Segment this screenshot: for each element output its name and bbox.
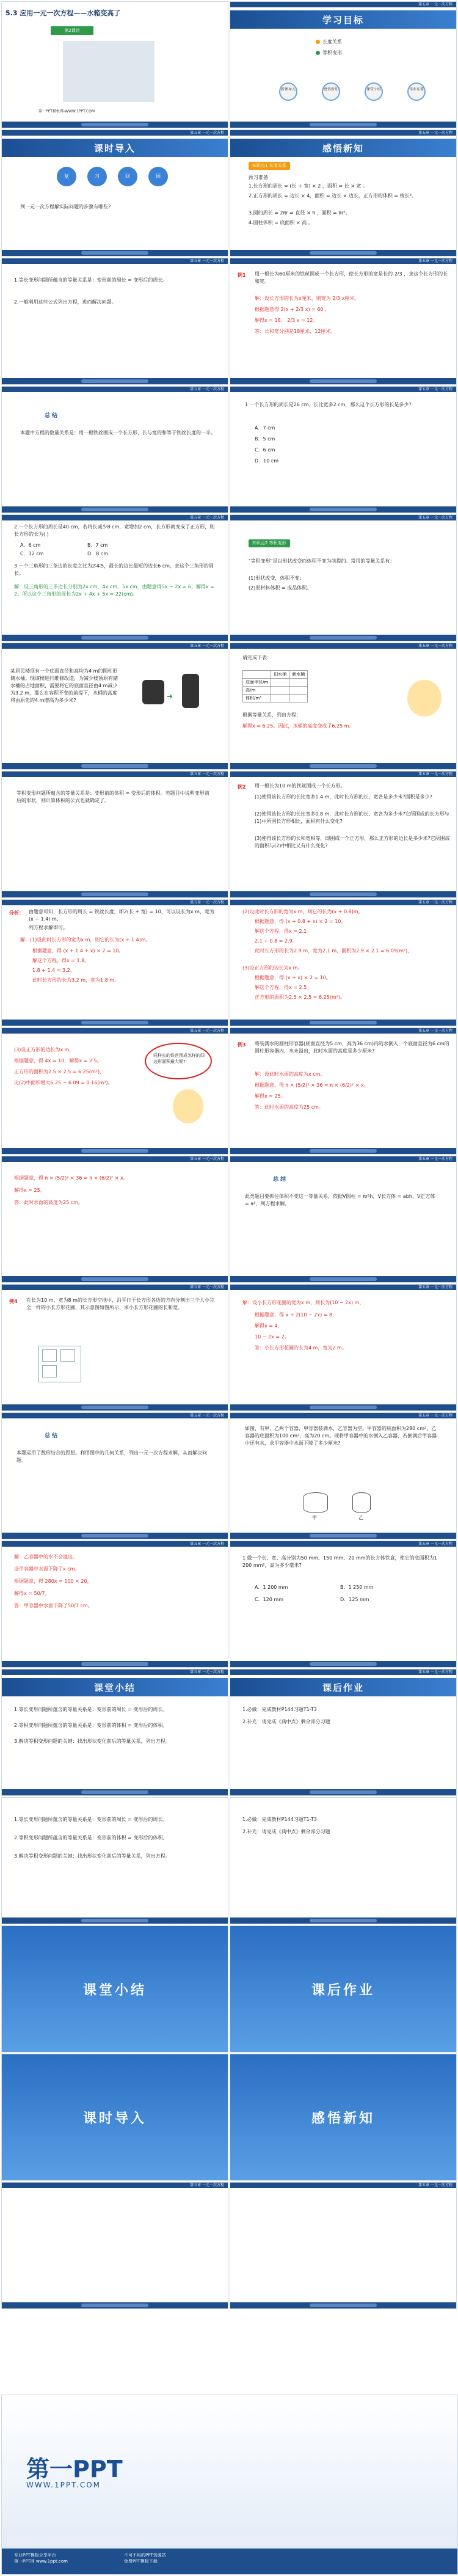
progress-pill (310, 123, 377, 126)
cover-title: 5.3 应用一元一次方程——水箱变高了 (5, 9, 121, 17)
slide-section-homework[interactable]: 课后作业 (230, 1925, 457, 2052)
nav-learn[interactable]: 感悟新知 (322, 82, 340, 101)
bottom-bar (230, 122, 456, 128)
slide-summary-1[interactable]: 第五章 一元一次方程 总 结 本题中方程的数量关系是：用一根铁丝围成一个长方形，长与宽的和等于铁丝长度的一半。 (1, 386, 228, 513)
objective-item-1: 长度关系 (316, 38, 342, 45)
review-question: 列一元一次方程解实际问题的步骤有哪些? (20, 204, 111, 210)
old-tank-icon (142, 680, 164, 704)
title-band (2, 139, 228, 157)
slide-final-ad[interactable] (1, 2395, 458, 2575)
slide-table[interactable]: 第五章 一元一次方程 请完成下表： 旧水桶 新水桶 底面半径/m 高/m 体积/m³ 根据等量关系，列出方程： 解得x = 6.25。因此，水桶的高度变成了6.25 m。 (230, 643, 457, 770)
review-button-1[interactable]: 复 (57, 167, 76, 186)
objective-item-2: 等积变形 (316, 49, 342, 56)
slide-homework[interactable]: 第五章 一元一次方程 课后作业 1.必做：完成教材P144习题T1-T3 2.补充：请完成《典中点》剩余部分习题 (230, 1669, 457, 1796)
nav-new-lesson[interactable]: 新课导入 (279, 82, 297, 101)
cartoon-girl-icon (173, 1089, 203, 1123)
arrow-right-icon: ➜ (167, 692, 173, 701)
slide-analysis[interactable]: 第五章 一元一次方程 分析： 由题意可知，长方形的周长 = 铁丝长度，即2(长 + 宽) = 10，可以设长为x m，宽为(x − 1.4) m， 列方程求解即可。 解：(1)设此时长方形的宽为x m，则它的长为(x + 1.4)m。 根据题意，得 (x + 1.4 + x) × 2 = 10。 解这个方程，得x = 1.8。 1.8 + 1.4 = 3.2。 此时长方形的长为3.2 m，宽为1.8 m。 (1, 899, 228, 1026)
slide-cover[interactable] (1, 1, 228, 128)
bottom-bar (2, 122, 228, 128)
slide-solution-4[interactable]: 第五章 一元一次方程 解：设小长方形花圃的宽为x m，则长为(10 − 2x) m， 根据题意，得 x + 2(10 − 2x) = 8， 解得x = 4， 10 − 2x = 2。 答：小长方形花圃的长为4 m，宽为2 m。 (230, 1284, 457, 1411)
course-label: 第2课时 (51, 26, 93, 35)
slide-practice-2[interactable]: 第五章 一元一次方程 2 一个长方形的周长是40 cm，若将长减少8 cm，宽增加2 cm，长方形就变成了正方形，则长方形的长为( ) A．6 cm B．7 cm C．12 cm D．8 cm 3 一个三角形的三条边的长度之比为2∶4∶5，最长的边比最短的边长6 cm，求这个三角形的周长。 解：设三角形的三条边长分别为2x cm，4x cm，5x cm，由题意得5x − 2x = 6，解得x = 2。所以这个三角形的周长为2x + 4x + 5x = 22(cm)。 (1, 514, 228, 641)
example-label: 例1 (238, 272, 246, 278)
slide-knowledge-2[interactable]: 第五章 一元一次方程 知识点2 等积变形 "等积变形"是以形状改变而体积不变为前提的。常用的等量关系有： (1)形状改变，体积不变； (2)原材料体积 = 成品体积。 (230, 514, 457, 641)
top-bar (230, 2, 456, 7)
review-button-2[interactable]: 习 (87, 167, 107, 186)
slide-practice-1[interactable]: 第五章 一元一次方程 1 一个长方形的周长是26 cm，长比宽多2 cm，那么这个长方形的长是多少? A．7 cm B．5 cm C．6 cm D．10 cm (230, 386, 457, 513)
slide-blank-1: 第五章 一元一次方程 (1, 2182, 228, 2309)
slide-water-tank[interactable]: 第五章 一元一次方程 某居民楼顶有一个底面直径和高均为4 m的圆柱形储水桶。现该楼进行维修改造，为减少楼顶原有储水桶的占地面积，需要将它的底面直径由4 m减少为3.2 m，那么在容积不变的前提下，水桶的高度将由原先的4 m增高为多少米? ➜ (1, 643, 228, 770)
footer-left: 专业PPT模板分享平台 第一PPT网 www.1ppt.com (14, 2553, 68, 2564)
bullet-dot-icon (316, 51, 320, 55)
data-table: 旧水桶 新水桶 底面半径/m 高/m 体积/m³ (242, 670, 308, 702)
chapter-header: 第五章 一元一次方程 (418, 2, 453, 7)
thought-bubble: 同样长的铁丝围成怎样的四边形面积最大呢? (145, 1043, 212, 1079)
slide-knowledge-1[interactable]: 第五章 一元一次方程 感悟新知 知识点1 长度关系 预习准备 1.长方形的周长 = (长 + 宽) × 2 ，面积 = 长 × 宽 。 2.正方形的周长 = 边长 × 4，面积 = 边长 × 边长，正方形的体积 = 棱长³。 3.圆的周长 = 2πr = 直径 × π ，面积 = πr²。 4.圆柱体积 = 底面积 × 高 。 (230, 130, 457, 257)
review-button-3[interactable]: 回 (118, 167, 137, 186)
knowledge-tag: 知识点2 等积变形 (249, 539, 290, 547)
knowledge-tag: 知识点1 长度关系 (249, 162, 290, 170)
summary-title: 总 结 (45, 413, 58, 419)
slide-solution-2[interactable]: 第五章 一元一次方程 (2)设此时长方形的宽为x m，则它的长为(x + 0.8)m。 根据题意，得 (x + 0.8 + x) × 2 = 10。 解这个方程，得x = 2.1。 2.1 + 0.8 = 2.9。 此时长方形的长为2.9 m，宽为2.1 m，面积为2.9 × 2.1 = 6.09(m²)， (3)设正方形的边长为x m。 根据题意，得 (x + x) × 2 = 10。 解这个方程，得x = 2.5。 正方形的面积为2.5 × 2.5 = 6.25(m²)。 (230, 899, 457, 1026)
title-band: 课后作业 (230, 1678, 456, 1696)
cover-3d-image (63, 41, 154, 102)
slide-perimeter-notes[interactable]: 第五章 一元一次方程 1.等长变形问题所蕴含的等量关系是：变形前的周长 = 变形后的周长。 2.一般利用这些公式列出方程，进而解决问题。 (1, 258, 228, 385)
footer-right: 不可不用的PPT资源站 免费PPT模板下载 (124, 2553, 166, 2564)
slide-objectives[interactable] (230, 1, 457, 128)
slide-equal-volume[interactable]: 第五章 一元一次方程 等积变形问题所蕴含的等量关系是：变形前的体积 = 变形后的体积。若题目中说明变形前后的形状，则计算体积的公式也就确定了。 (1, 771, 228, 898)
section-title: 课时导入 (93, 143, 136, 154)
slide-summary-2[interactable]: 第五章 一元一次方程 总 结 此类题目要抓住体积不变这一等量关系，依据V圆柱 = πr²h，V长方体 = abh，V正方体 = a³，列方程求解。 (230, 1156, 457, 1283)
slide-blank-2: 第五章 一元一次方程 (230, 2182, 457, 2309)
cover-credit: 第一PPT模板网-WWW.1PPT.COM (38, 109, 95, 114)
brand-url[interactable]: WWW.1PPT.COM (26, 2481, 101, 2489)
slide-section-new[interactable]: 感悟新知 (230, 2054, 457, 2181)
slide-homework-list[interactable]: 1.必做：完成教材P144习题T1-T3 2.补充：请完成《典中点》剩余部分习题 (230, 1797, 457, 1924)
slide-summary-text[interactable]: 1.等长变形问题所蕴含的等量关系是：变形前的周长 = 变形后的周长。 2.等积变形问题所蕴含的等量关系是：变形前的体积 = 变形后的体积。 3.解决等积变形问题的关键：找出形状变化前后的等量关系，列出方程。 (1, 1797, 228, 1924)
slide-section-intro[interactable]: 课时导入 (1, 2054, 228, 2181)
slide-intro[interactable] (1, 130, 228, 257)
container-a-icon (304, 1492, 328, 1513)
bottom-bar (2, 250, 228, 256)
new-tank-icon (182, 674, 199, 708)
slide-example-5[interactable]: 第五章 一元一次方程 如图，有甲、乙两个容器，甲容器装满水，乙容器为空。甲容器的底面积为280 cm²，乙容器的底面积为100 cm²，高为20 cm。现将甲容器中的水倒入乙容器，若倒满后甲容器中还有水，求甲容器中水面下降了多少厘米? 甲 乙 (230, 1412, 457, 1539)
bullet-dot-icon (316, 40, 320, 44)
slide-solution-5[interactable]: 第五章 一元一次方程 解：乙容器中的水不会溢出。 设甲容器中水面下降了x cm。 根据题意，得 280x = 100 × 20， 解得x = 50/7。 答：甲容器中水面下降了50/7 cm。 (1, 1541, 228, 1668)
slide-example-2[interactable]: 第五章 一元一次方程 例2 用一根长为10 m的铁丝围成一个长方形。 (1)使得该长方形的长比宽多1.4 m，此时长方形的长、宽各是多少米?面积是多少? (2)使得该长方形的长比宽多0.8 m，此时长方形的长、宽各为多少米?它所围成的长方形与(1)中所围长方形相比，面积有什么变化? (3)使得该长方形的长和宽相等，即围成一个正方形，那么正方形的边长是多少米?它所围成的面积与(2)中相比又有什么变化? (230, 771, 457, 898)
slide-example-3[interactable]: 第五章 一元一次方程 例3 将装满水的圆柱形容器(底面直径为5 cm，高为36 cm)内的水倒入一个底面直径为6 cm的圆柱形容器内，水未溢出，此时水面的高度是多少厘米? 解：设此时水面的高度为x cm。 根据题意，得 π × (5/2)² × 36 = π × (6/2)² × x。 解得x = 25。 答：此时水面的高度为25 cm。 (230, 1027, 457, 1155)
nav-summary[interactable]: 课堂小结 (365, 82, 383, 101)
container-b-icon (352, 1492, 371, 1513)
slide-summary-3[interactable]: 第五章 一元一次方程 总 结 本题运用了数形结合的思想。利用图中的几何关系，列出一元一次方程求解，从而解决问题。 (1, 1412, 228, 1539)
slide-section-summary[interactable]: 课堂小结 (1, 1925, 228, 2052)
title-band (230, 10, 456, 29)
cartoon-boy-icon (407, 680, 442, 717)
footer-bar (2, 2549, 457, 2574)
top-bar: 第五章 一元一次方程 (2, 130, 228, 136)
progress-pill (81, 123, 148, 126)
slide-practice-3[interactable]: 第五章 一元一次方程 1 做一个长、宽、高分别为50 mm、150 mm、20 mm的长方体铁盒，使它的底面积为1 200 mm²，高为多少毫米? A．1 200 mm B．1 250 mm C．120 mm D．125 mm (230, 1541, 457, 1668)
slide-answer-3[interactable]: 第五章 一元一次方程 根据题意，得 π × (5/2)² × 36 = π × (6/2)² × x。 解得x = 25。 答：此时水面的高度为25 cm。 (1, 1156, 228, 1283)
objectives-title: 学习目标 (322, 15, 364, 26)
nav-homework[interactable]: 作业布置 (407, 82, 426, 101)
slide-example-1[interactable]: 第五章 一元一次方程 例1 用一根长为60厘米的铁丝围成一个长方形，使长方形的宽是长的 2/3 ，求这个长方形的长和宽。 解：设长方形的长为x厘米，则宽为 2/3 x厘米。 根据题意得 2(x + 2/3 x) = 60 ， 解得x = 18， 2/3 x = 12。 答：长和宽分别是18厘米、12厘米。 (230, 258, 457, 385)
slide-example-4[interactable]: 第五章 一元一次方程 例4 在长为10 m，宽为8 m的长方形空地中，沿平行于长方形各边的方向分割出三个大小完全一样的小长方形花圃，其示意图如图所示，求小长方形花圃的长和宽。 (1, 1284, 228, 1411)
title-band: 感悟新知 (230, 139, 456, 157)
slide-solution-3[interactable]: 第五章 一元一次方程 (3)设正方形的边长为x m， 根据题意，得 4x = 10，解得x = 2.5。 正方形的面积为2.5 × 2.5 = 6.25(m²)， 比(2)中面积增大6.25 − 6.09 = 0.16(m²)。 同样长的铁丝围成怎样的四边形面积最大呢? (1, 1027, 228, 1155)
slide-class-summary-title[interactable]: 第五章 一元一次方程 课堂小结 1.等长变形问题所蕴含的等量关系是：变形前的周长 = 变形后的周长。 2.等积变形问题所蕴含的等量关系是：变形前的体积 = 变形后的体积。 3.解决等积变形问题的关键：找出形状变化前后的等量关系，列出方程。 (1, 1669, 228, 1796)
review-button-4[interactable]: 顾 (148, 167, 168, 186)
brand-logo[interactable]: 第一PPT (26, 2456, 123, 2483)
title-band: 课堂小结 (2, 1678, 228, 1696)
